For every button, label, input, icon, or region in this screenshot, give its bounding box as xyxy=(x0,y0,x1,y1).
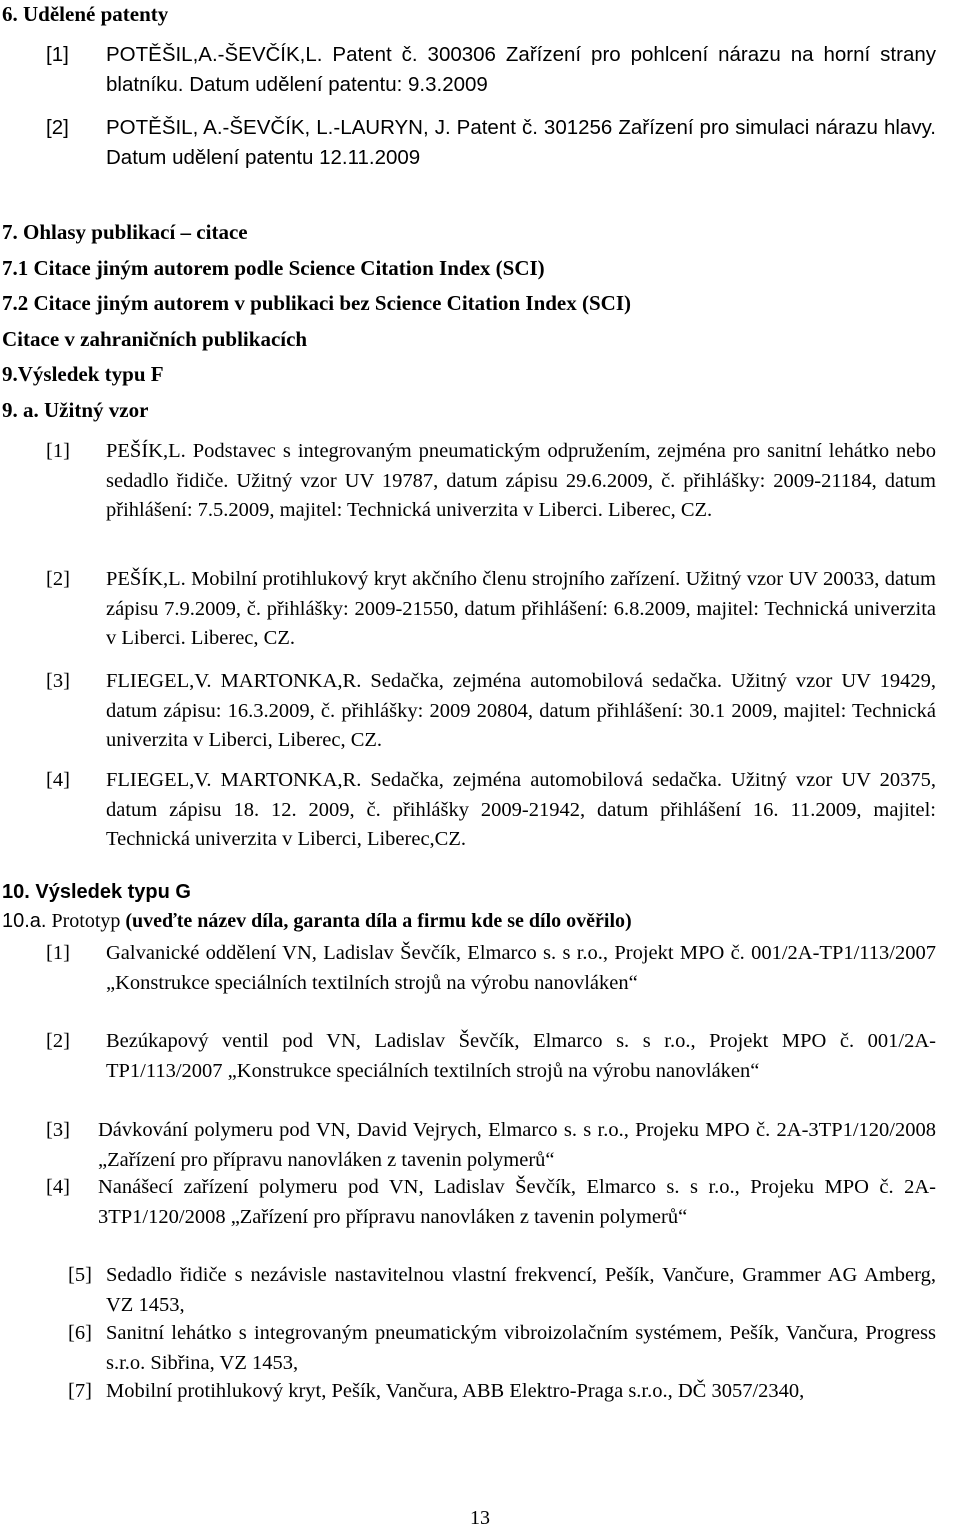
prototype-number: [4] xyxy=(46,1176,70,1198)
heading-result-f: 9.Výsledek typu F xyxy=(2,362,164,386)
prototype-instruction: (uveďte název díla, garanta díla a firmu kde se dílo ověřilo) xyxy=(125,910,632,932)
heading-sci-citations: 7.1 Citace jiným autorem podle Science Citation Index (SCI) xyxy=(2,256,545,280)
patent-text: POTĚŠIL,A.-ŠEVČÍK,L. Patent č. 300306 Zařízení pro pohlcení nárazu na horní strany blatníku. Datum udělení patentu: 9.3.2009 xyxy=(106,43,936,96)
prototype-number: [1] xyxy=(46,942,70,964)
utility-model-number: [3] xyxy=(46,670,70,692)
prototype-text: Mobilní protihlukový kryt, Pešík, Vančura, ABB Elektro-Praga s.r.o., DČ 3057/2340, xyxy=(106,1380,805,1402)
prototype-text: Bezúkapový ventil pod VN, Ladislav Ševčík, Elmarco s. s r.o., Projekt MPO č. 001/2A-TP1/113/2007 „Konstrukce speciálních textilních strojů na výrobu nanovláken“ xyxy=(106,1030,936,1082)
prototype-number: [7] xyxy=(68,1380,92,1402)
prototype-text: Dávkování polymeru pod VN, David Vejrych, Elmarco s. s r.o., Projeku MPO č. 2A-3TP1/120/2008 „Zařízení pro přípravu nanovláken z tavenin polymerů“ xyxy=(98,1119,936,1171)
utility-model-text: FLIEGEL,V. MARTONKA,R. Sedačka, zejména automobilová sedačka. Užitný vzor UV 19429, datum zápisu: 16.3.2009, č. přihlášky: 2009 20804, datum přihlášení: 30.1 2009, majitel: Technická univerzita v Liberci, Liberec, CZ. xyxy=(106,670,936,751)
prototype-number: [5] xyxy=(68,1264,92,1286)
patent-text: POTĚŠIL, A.-ŠEVČÍK, L.-LAURYN, J. Patent č. 301256 Zařízení pro simulaci nárazu hlavy. Datum udělení patentu 12.11.2009 xyxy=(106,116,936,169)
utility-model-text: PEŠÍK,L. Podstavec s integrovaným pneumatickým odpružením, zejména pro sanitní lehátko nebo sedadlo řidiče. Užitný vzor UV 19787, datum zápisu 29.6.2009, č. přihlášky: 2009-21184, datum přihlášení: 7.5.2009, majitel: Technická univerzita v Liberci. Liberec, CZ. xyxy=(106,440,936,521)
utility-model-number: [4] xyxy=(46,769,70,791)
prototype-label: Prototyp xyxy=(51,910,121,932)
prototype-entry-2 xyxy=(46,1027,936,1117)
prototype-entry-4 xyxy=(46,1173,936,1263)
prototype-number: [6] xyxy=(68,1322,92,1344)
prototype-entry-7 xyxy=(68,1377,936,1439)
prototype-number: [3] xyxy=(46,1119,70,1141)
prototype-entry-1 xyxy=(46,939,936,1029)
utility-model-number: [2] xyxy=(46,568,70,590)
prototype-number: [2] xyxy=(46,1030,70,1052)
prototype-prefix: 10.a. xyxy=(2,910,47,932)
prototype-entry-3 xyxy=(46,1116,936,1178)
prototype-text: Nanášecí zařízení polymeru pod VN, Ladislav Ševčík, Elmarco s. s r.o., Projeku MPO č. 2A-3TP1/120/2008 „Zařízení pro přípravu nanovláken z tavenin polymerů“ xyxy=(98,1176,936,1228)
heading-citations: 7. Ohlasy publikací – citace xyxy=(2,220,248,244)
prototype-subheading xyxy=(2,910,632,933)
heading-foreign-citations: Citace v zahraničních publikacích xyxy=(2,327,308,351)
utility-model-entry-1 xyxy=(46,437,936,557)
heading-result-g: 10. Výsledek typu G xyxy=(2,881,191,903)
utility-model-entry-4 xyxy=(46,766,936,856)
heading-granted-patents: 6. Udělené patenty xyxy=(2,2,169,26)
prototype-text: Sedadlo řidiče s nezávisle nastavitelnou vlastní frekvencí, Pešík, Vančure, Grammer AG Amberg, VZ 1453, xyxy=(106,1264,936,1316)
patent-entry-1 xyxy=(46,40,936,102)
patent-number: [2] xyxy=(46,116,69,139)
patent-number: [1] xyxy=(46,43,69,66)
prototype-text: Sanitní lehátko s integrovaným pneumatickým vibroizolačním systémem, Pešík, Vančura, Progress s.r.o. Sibřina, VZ 1453, xyxy=(106,1322,936,1374)
prototype-entry-6 xyxy=(68,1319,936,1381)
utility-model-entry-3 xyxy=(46,667,936,757)
utility-model-number: [1] xyxy=(46,440,70,462)
prototype-entry-5 xyxy=(68,1261,936,1323)
utility-model-text: FLIEGEL,V. MARTONKA,R. Sedačka, zejména automobilová sedačka. Užitný vzor UV 20375, datum zápisu 18. 12. 2009, č. přihlášky 2009-21942, datum přihlášení 16. 11.2009, majitel: Technická univerzita v Liberci, Liberec,CZ. xyxy=(106,769,936,850)
utility-model-text: PEŠÍK,L. Mobilní protihlukový kryt akčního členu strojního zařízení. Užitný vzor UV 20033, datum zápisu 7.9.2009, č. přihlášky: 2009-21550, datum přihlášení: 6.8.2009, majitel: Technická univerzita v Liberci. Liberec, CZ. xyxy=(106,568,936,649)
heading-non-sci-citations: 7.2 Citace jiným autorem v publikaci bez Science Citation Index (SCI) xyxy=(2,291,632,315)
prototype-text: Galvanické oddělení VN, Ladislav Ševčík, Elmarco s. s r.o., Projekt MPO č. 001/2A-TP1/113/2007 „Konstrukce speciálních textilních strojů na výrobu nanovláken“ xyxy=(106,942,936,994)
utility-model-entry-2 xyxy=(46,565,936,655)
page-number: 13 xyxy=(470,1507,490,1529)
patent-entry-2 xyxy=(46,113,936,175)
heading-utility-model: 9. a. Užitný vzor xyxy=(2,398,149,422)
